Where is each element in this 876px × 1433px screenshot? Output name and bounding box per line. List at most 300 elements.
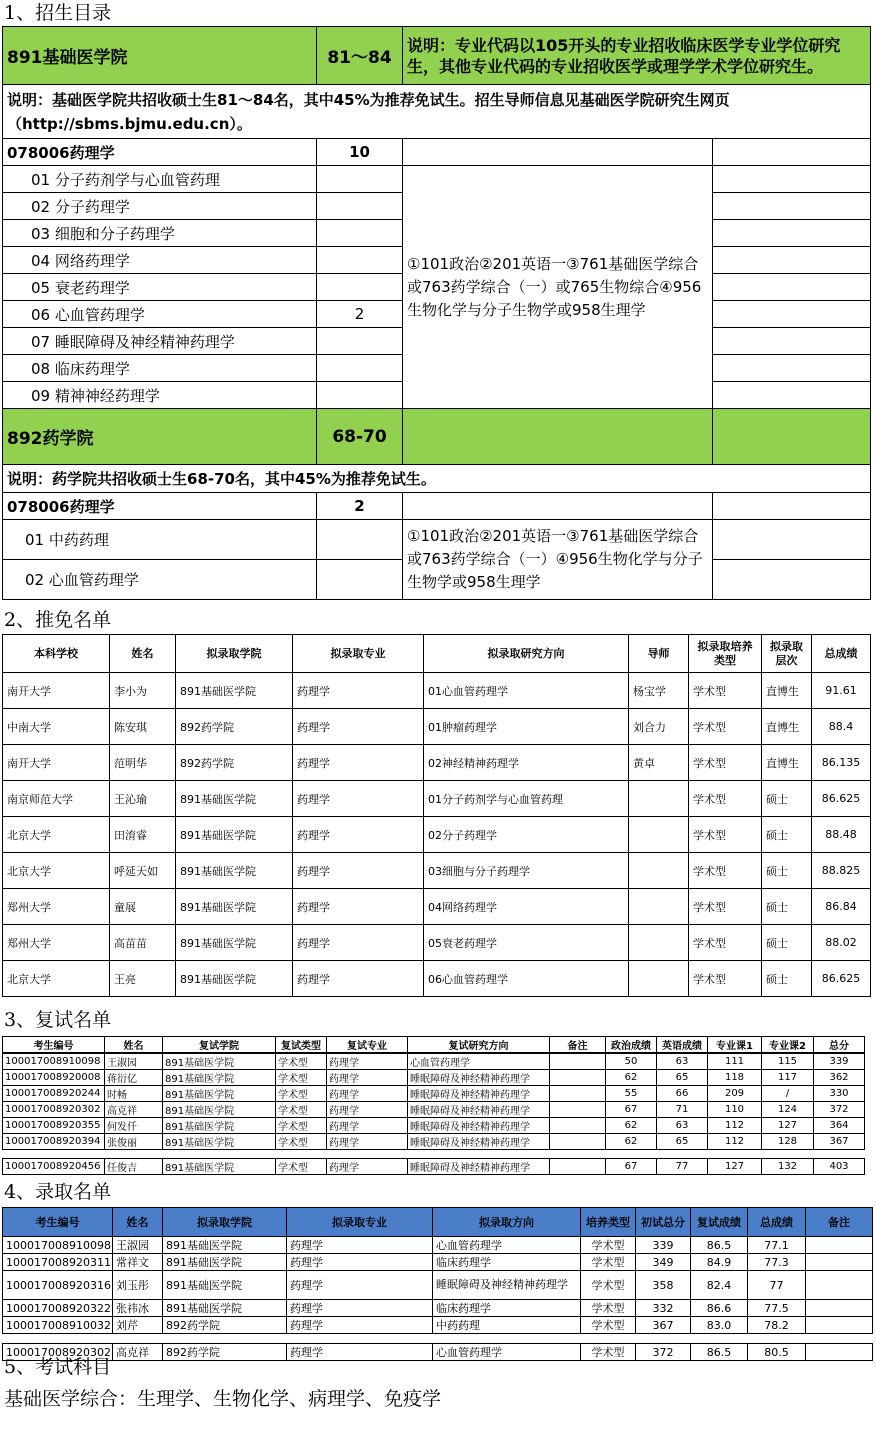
table-cell: 学术型 — [581, 1237, 636, 1254]
direction-count — [317, 328, 403, 355]
table-cell — [806, 1271, 873, 1300]
table-cell: 药理学 — [327, 1102, 408, 1118]
table-cell: 339 — [814, 1053, 865, 1070]
table-cell: 100017008920244 — [3, 1086, 105, 1102]
table-row — [3, 1300, 873, 1317]
table-cell: 直博生 — [762, 745, 812, 781]
table-cell: 112 — [708, 1118, 762, 1134]
table-row — [3, 817, 871, 853]
table-cell: 时畅 — [105, 1086, 163, 1102]
table-cell: 睡眠障碍及神经精神药理学 — [408, 1086, 550, 1102]
school-note — [3, 465, 871, 493]
admit-table — [2, 1207, 873, 1361]
table-row — [3, 1070, 865, 1086]
table-cell: 药理学 — [327, 1086, 408, 1102]
table-cell: 心血管药理学 — [433, 1344, 581, 1361]
direction-count — [317, 193, 403, 220]
table-cell: 82.4 — [691, 1271, 748, 1300]
note-text: 说明：基础医学院共招收硕士生81～84名，其中45%为推荐免试生。招生导师信息见基础医学院研究生网页（http://sbms.bjmu.edu.cn）。 — [7, 90, 730, 133]
table-cell: 891基础医学院 — [163, 1271, 287, 1300]
table-cell: 南京师范大学 — [3, 781, 110, 817]
header-cell: 专业课1 — [708, 1037, 762, 1054]
header-cell: 拟录取层次 — [762, 635, 812, 673]
table-cell: 药理学 — [287, 1344, 433, 1361]
header-cell: 拟录取专业 — [287, 1208, 433, 1237]
table-row — [3, 889, 871, 925]
major-name: 078006药理学 — [3, 493, 317, 520]
direction-name: 06 心血管药理学 — [3, 301, 317, 328]
header-cell: 备注 — [550, 1037, 606, 1054]
table-cell: 临床药理学 — [433, 1300, 581, 1317]
major-empty-2 — [713, 493, 871, 520]
table-cell: 100017008910098 — [3, 1053, 105, 1070]
direction-empty — [713, 220, 871, 247]
table-cell: 86.135 — [812, 745, 871, 781]
table-cell: 118 — [708, 1070, 762, 1086]
table-cell: 范明华 — [110, 745, 176, 781]
table-cell: 学术型 — [689, 709, 762, 745]
direction-empty — [713, 274, 871, 301]
table-cell — [806, 1300, 873, 1317]
table-cell: 77 — [657, 1159, 708, 1175]
table-cell: 药理学 — [327, 1159, 408, 1175]
table-cell: 88.48 — [812, 817, 871, 853]
direction-name: 09 精神神经药理学 — [3, 382, 317, 409]
direction-count — [317, 560, 403, 600]
school-note-row — [3, 85, 871, 139]
table-cell: 药理学 — [293, 817, 424, 853]
table-cell: 药理学 — [293, 961, 424, 997]
direction-empty — [713, 193, 871, 220]
section-title-catalog: 1、招生目录 — [4, 2, 112, 24]
table-cell: 124 — [762, 1102, 814, 1118]
table-cell: 心血管药理学 — [408, 1053, 550, 1070]
table-cell: 86.625 — [812, 781, 871, 817]
table-cell: 药理学 — [293, 673, 424, 709]
header-cell: 英语成绩 — [657, 1037, 708, 1054]
table-cell: 药理学 — [293, 853, 424, 889]
table-cell: 86.84 — [812, 889, 871, 925]
table-cell: 学术型 — [689, 925, 762, 961]
table-cell: 学术型 — [581, 1344, 636, 1361]
table-cell: 86.5 — [691, 1344, 748, 1361]
header-cell: 总成绩 — [748, 1208, 806, 1237]
table-cell: 中南大学 — [3, 709, 110, 745]
table-cell: 62 — [606, 1070, 657, 1086]
table-cell: 892药学院 — [163, 1317, 287, 1334]
table-cell: 891基础医学院 — [176, 961, 293, 997]
table-row — [3, 925, 871, 961]
table-cell: 药理学 — [287, 1271, 433, 1300]
table-cell: 892药学院 — [163, 1344, 287, 1361]
table-cell: 62 — [606, 1118, 657, 1134]
table-row — [3, 1159, 865, 1175]
table-cell: 100017008920302 — [3, 1102, 105, 1118]
table-row — [3, 1344, 873, 1361]
table-cell: 891基础医学院 — [163, 1086, 276, 1102]
table-cell: 南开大学 — [3, 745, 110, 781]
exam-subjects-cell: ①101政治②201英语一③761基础医学综合或763药学综合（一）④956生物化学与分子生物学或958生理学 — [403, 520, 713, 600]
table-cell: 209 — [708, 1086, 762, 1102]
table-cell: 372 — [814, 1102, 865, 1118]
table-row — [3, 781, 871, 817]
table-cell: 王亮 — [110, 961, 176, 997]
retest-body — [3, 1053, 865, 1175]
table-cell: 77 — [748, 1271, 806, 1300]
direction-empty — [713, 382, 871, 409]
table-row — [3, 1237, 873, 1254]
table-cell: 358 — [636, 1271, 691, 1300]
table-cell: 332 — [636, 1300, 691, 1317]
direction-name: 01 分子药剂学与心血管药理 — [3, 166, 317, 193]
table-row — [3, 853, 871, 889]
major-row — [3, 493, 871, 520]
school-count: 68-70 — [317, 409, 403, 465]
table-cell: 高苗苗 — [110, 925, 176, 961]
direction-empty — [713, 328, 871, 355]
table-cell: 891基础医学院 — [176, 781, 293, 817]
table-cell: 100017008920302 — [3, 1344, 113, 1361]
table-cell: 药理学 — [287, 1254, 433, 1271]
row-gap — [3, 1150, 865, 1159]
table-cell: 常祥文 — [113, 1254, 163, 1271]
retest-header-row — [3, 1037, 865, 1054]
table-cell: 891基础医学院 — [176, 817, 293, 853]
table-row — [3, 1053, 865, 1070]
table-cell: 01心血管药理学 — [424, 673, 629, 709]
table-cell: 学术型 — [689, 961, 762, 997]
table-cell: 83.0 — [691, 1317, 748, 1334]
table-cell: 330 — [814, 1086, 865, 1102]
recommend-header-row — [3, 635, 871, 673]
table-cell — [806, 1317, 873, 1334]
table-cell: 892药学院 — [176, 709, 293, 745]
school-empty — [403, 409, 713, 465]
direction-count: 2 — [317, 301, 403, 328]
table-cell: 心血管药理学 — [433, 1237, 581, 1254]
catalog-table — [2, 26, 871, 600]
table-cell — [550, 1070, 606, 1086]
direction-empty — [713, 301, 871, 328]
header-cell: 姓名 — [113, 1208, 163, 1237]
section-title-admit: 4、录取名单 — [4, 1181, 112, 1203]
table-cell: 891基础医学院 — [163, 1300, 287, 1317]
direction-count — [317, 247, 403, 274]
header-cell: 专业课2 — [762, 1037, 814, 1054]
table-cell: 药理学 — [287, 1237, 433, 1254]
recommend-body — [3, 673, 871, 997]
direction-empty — [713, 247, 871, 274]
table-cell: 128 — [762, 1134, 814, 1150]
table-cell: 高克祥 — [105, 1102, 163, 1118]
row-gap — [3, 1334, 873, 1344]
section-title-recommend: 2、推免名单 — [4, 609, 112, 631]
table-cell: 100017008920456 — [3, 1159, 105, 1175]
table-cell: 药理学 — [293, 925, 424, 961]
direction-count — [317, 166, 403, 193]
table-cell: 田淯睿 — [110, 817, 176, 853]
table-cell: 891基础医学院 — [176, 853, 293, 889]
direction-empty — [713, 166, 871, 193]
table-cell: 学术型 — [276, 1134, 327, 1150]
table-cell: 364 — [814, 1118, 865, 1134]
table-cell: 学术型 — [689, 781, 762, 817]
table-cell: 91.61 — [812, 673, 871, 709]
header-cell: 复试类型 — [276, 1037, 327, 1054]
major-name: 078006药理学 — [3, 139, 317, 166]
school-empty-2 — [713, 409, 871, 465]
school-name: 892药学院 — [3, 409, 317, 465]
table-cell: 硕士 — [762, 817, 812, 853]
table-cell: 药理学 — [287, 1300, 433, 1317]
section-title-retest: 3、复试名单 — [4, 1009, 112, 1031]
table-cell: 中药药理 — [433, 1317, 581, 1334]
table-cell: 03细胞与分子药理学 — [424, 853, 629, 889]
gap-cell — [3, 1334, 873, 1344]
direction-empty — [713, 560, 871, 600]
direction-name: 01 中药药理 — [3, 520, 317, 560]
table-cell: 药理学 — [293, 781, 424, 817]
table-cell: 陈安琪 — [110, 709, 176, 745]
direction-name: 05 衰老药理学 — [3, 274, 317, 301]
table-cell: 学术型 — [276, 1102, 327, 1118]
table-cell: 任俊吉 — [105, 1159, 163, 1175]
table-cell: 891基础医学院 — [176, 889, 293, 925]
table-cell: 硕士 — [762, 925, 812, 961]
table-cell: 132 — [762, 1159, 814, 1175]
table-cell — [629, 853, 689, 889]
table-cell: 891基础医学院 — [176, 673, 293, 709]
school-row-892 — [3, 409, 871, 465]
table-cell: 100017008920394 — [3, 1134, 105, 1150]
school-explanation: 说明：专业代码以105开头的专业招收临床医学专业学位研究生，其他专业代码的专业招收医学或理学学术学位研究生。 — [403, 27, 871, 85]
table-cell: 100017008920316 — [3, 1271, 113, 1300]
direction-empty — [713, 520, 871, 560]
table-cell: 111 — [708, 1053, 762, 1070]
table-cell: 84.9 — [691, 1254, 748, 1271]
retest-table — [2, 1036, 865, 1175]
table-cell: 学术型 — [689, 853, 762, 889]
school-name: 891基础医学院 — [3, 27, 317, 85]
header-cell: 复试研究方向 — [408, 1037, 550, 1054]
table-cell — [550, 1134, 606, 1150]
exam-subjects-text: 基础医学综合：生理学、生物化学、病理学、免疫学 — [4, 1388, 442, 1410]
table-cell: 蒋衍亿 — [105, 1070, 163, 1086]
table-cell: 硕士 — [762, 781, 812, 817]
table-cell: 张俊丽 — [105, 1134, 163, 1150]
school-count: 81～84 — [317, 27, 403, 85]
table-cell: 88.02 — [812, 925, 871, 961]
table-cell: 睡眠障碍及神经精神药理学 — [408, 1070, 550, 1086]
table-cell: 睡眠障碍及神经精神药理学 — [433, 1271, 581, 1300]
header-cell: 姓名 — [105, 1037, 163, 1054]
table-cell: 892药学院 — [176, 745, 293, 781]
table-cell: 睡眠障碍及神经精神药理学 — [408, 1118, 550, 1134]
section-title-exam: 5、考试科目 — [4, 1356, 112, 1378]
direction-name: 07 睡眠障碍及神经精神药理学 — [3, 328, 317, 355]
table-cell: 67 — [606, 1102, 657, 1118]
major-count: 2 — [317, 493, 403, 520]
major-empty — [403, 493, 713, 520]
table-cell: 直博生 — [762, 673, 812, 709]
table-cell: 80.5 — [748, 1344, 806, 1361]
table-cell: 郑州大学 — [3, 889, 110, 925]
header-cell: 总成绩 — [812, 635, 871, 673]
header-cell: 拟录取专业 — [293, 635, 424, 673]
table-cell — [629, 925, 689, 961]
table-cell: 学术型 — [276, 1118, 327, 1134]
table-cell: 67 — [606, 1159, 657, 1175]
table-cell — [629, 781, 689, 817]
table-cell: 王淑园 — [113, 1237, 163, 1254]
table-cell: 学术型 — [689, 817, 762, 853]
table-cell: 65 — [657, 1070, 708, 1086]
table-cell: 891基础医学院 — [163, 1053, 276, 1070]
table-cell: 100017008920355 — [3, 1118, 105, 1134]
direction-row — [3, 166, 871, 193]
table-cell — [629, 961, 689, 997]
exam-subjects-cell: ①101政治②201英语一③761基础医学综合或763药学综合（一）或765生物综合④956生物化学与分子生物学或958生理学 — [403, 166, 713, 409]
header-cell: 政治成绩 — [606, 1037, 657, 1054]
direction-count — [317, 274, 403, 301]
table-cell: 115 — [762, 1053, 814, 1070]
header-cell: 拟录取培养类型 — [689, 635, 762, 673]
table-cell: 50 — [606, 1053, 657, 1070]
table-cell: 01肿瘤药理学 — [424, 709, 629, 745]
table-cell: 02神经精神药理学 — [424, 745, 629, 781]
table-cell: 药理学 — [287, 1317, 433, 1334]
table-cell: 110 — [708, 1102, 762, 1118]
header-cell: 考生编号 — [3, 1037, 105, 1054]
table-cell: 北京大学 — [3, 853, 110, 889]
table-cell: 78.2 — [748, 1317, 806, 1334]
table-cell: 06心血管药理学 — [424, 961, 629, 997]
table-cell: 学术型 — [581, 1317, 636, 1334]
table-cell: / — [762, 1086, 814, 1102]
table-cell: 05衰老药理学 — [424, 925, 629, 961]
table-cell: 100017008910098 — [3, 1237, 113, 1254]
table-cell: 100017008920322 — [3, 1300, 113, 1317]
table-row — [3, 1254, 873, 1271]
table-cell: 药理学 — [293, 889, 424, 925]
direction-count — [317, 220, 403, 247]
table-cell: 临床药理学 — [433, 1254, 581, 1271]
table-cell: 学术型 — [276, 1053, 327, 1070]
table-cell: 南开大学 — [3, 673, 110, 709]
table-cell: 药理学 — [327, 1053, 408, 1070]
table-cell: 117 — [762, 1070, 814, 1086]
table-cell: 睡眠障碍及神经精神药理学 — [408, 1134, 550, 1150]
table-cell: 88.825 — [812, 853, 871, 889]
header-cell: 复试成绩 — [691, 1208, 748, 1237]
table-cell: 100017008920008 — [3, 1070, 105, 1086]
header-cell: 备注 — [806, 1208, 873, 1237]
table-cell: 睡眠障碍及神经精神药理学 — [408, 1159, 550, 1175]
header-cell: 拟录取学院 — [176, 635, 293, 673]
table-cell — [806, 1254, 873, 1271]
table-cell: 硕士 — [762, 889, 812, 925]
header-cell: 拟录取方向 — [433, 1208, 581, 1237]
table-row — [3, 1134, 865, 1150]
table-cell: 北京大学 — [3, 961, 110, 997]
header-cell: 拟录取学院 — [163, 1208, 287, 1237]
table-cell: 02分子药理学 — [424, 817, 629, 853]
table-cell — [550, 1053, 606, 1070]
school-note-row — [3, 465, 871, 493]
table-cell: 100017008910032 — [3, 1317, 113, 1334]
table-cell: 李小为 — [110, 673, 176, 709]
school-row-891 — [3, 27, 871, 85]
table-cell: 学术型 — [689, 673, 762, 709]
table-cell — [629, 817, 689, 853]
table-cell: 睡眠障碍及神经精神药理学 — [408, 1102, 550, 1118]
table-cell: 王淑园 — [105, 1053, 163, 1070]
header-cell: 拟录取研究方向 — [424, 635, 629, 673]
table-cell: 药理学 — [327, 1134, 408, 1150]
table-cell: 349 — [636, 1254, 691, 1271]
direction-count — [317, 382, 403, 409]
table-cell: 891基础医学院 — [163, 1254, 287, 1271]
gap-cell — [3, 1150, 865, 1159]
table-cell: 学术型 — [581, 1254, 636, 1271]
header-cell: 导师 — [629, 635, 689, 673]
table-cell — [550, 1159, 606, 1175]
direction-count — [317, 355, 403, 382]
table-cell: 王沁瑜 — [110, 781, 176, 817]
table-cell — [806, 1344, 873, 1361]
table-cell: 直博生 — [762, 709, 812, 745]
table-cell: 硕士 — [762, 853, 812, 889]
header-cell: 复试专业 — [327, 1037, 408, 1054]
major-row — [3, 139, 871, 166]
header-cell: 考生编号 — [3, 1208, 113, 1237]
header-cell: 姓名 — [110, 635, 176, 673]
direction-name: 02 分子药理学 — [3, 193, 317, 220]
table-cell: 891基础医学院 — [163, 1159, 276, 1175]
major-count: 10 — [317, 139, 403, 166]
table-cell: 何发仟 — [105, 1118, 163, 1134]
table-cell: 学术型 — [581, 1300, 636, 1317]
table-cell: 891基础医学院 — [163, 1102, 276, 1118]
table-cell: 郑州大学 — [3, 925, 110, 961]
table-cell: 童展 — [110, 889, 176, 925]
table-cell — [550, 1086, 606, 1102]
table-cell: 367 — [636, 1317, 691, 1334]
table-cell: 北京大学 — [3, 817, 110, 853]
table-cell: 学术型 — [276, 1070, 327, 1086]
header-cell: 复试学院 — [163, 1037, 276, 1054]
table-cell: 62 — [606, 1134, 657, 1150]
table-cell: 张祎冰 — [113, 1300, 163, 1317]
admit-header-row — [3, 1208, 873, 1237]
direction-name: 03 细胞和分子药理学 — [3, 220, 317, 247]
table-cell: 372 — [636, 1344, 691, 1361]
table-row — [3, 1271, 873, 1300]
major-empty-2 — [713, 139, 871, 166]
table-cell: 65 — [657, 1134, 708, 1150]
table-cell: 学术型 — [689, 889, 762, 925]
table-cell: 63 — [657, 1053, 708, 1070]
table-cell — [550, 1102, 606, 1118]
table-cell: 88.4 — [812, 709, 871, 745]
table-cell: 100017008920311 — [3, 1254, 113, 1271]
table-cell — [629, 889, 689, 925]
table-cell: 127 — [762, 1118, 814, 1134]
table-row — [3, 1102, 865, 1118]
table-cell: 339 — [636, 1237, 691, 1254]
table-cell: 367 — [814, 1134, 865, 1150]
table-cell: 891基础医学院 — [176, 925, 293, 961]
